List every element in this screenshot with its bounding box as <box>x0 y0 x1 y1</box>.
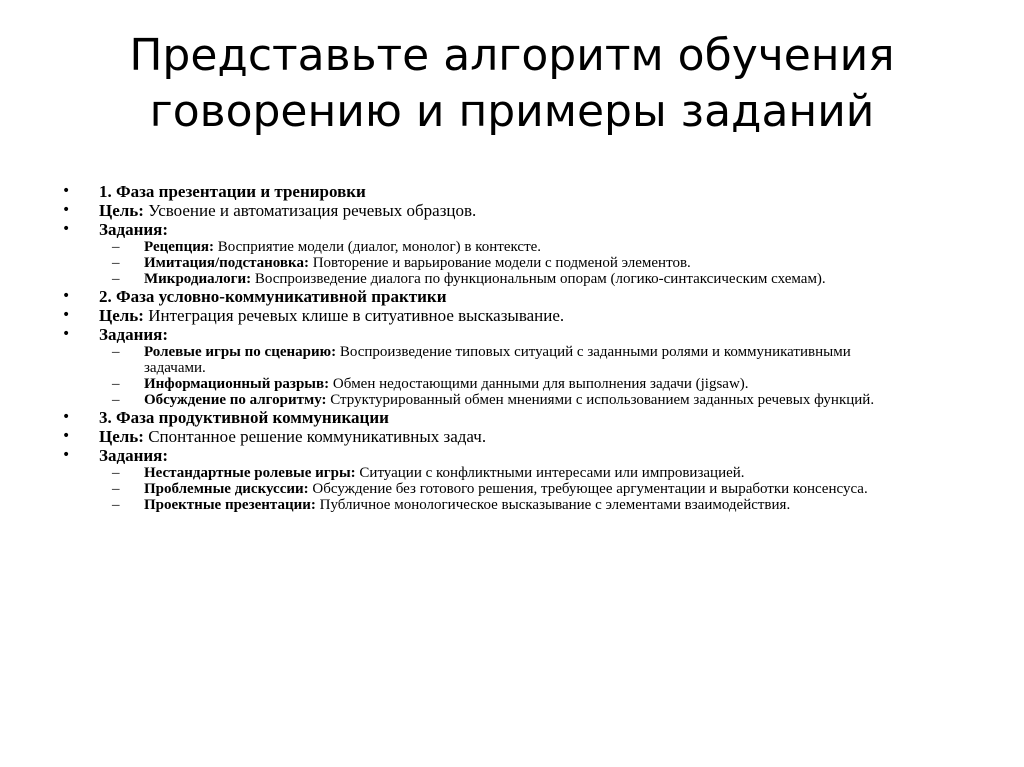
dash-icon: – <box>112 344 120 360</box>
phase-3-goal <box>62 427 962 446</box>
task-item <box>62 255 904 271</box>
slide-title <box>40 28 984 140</box>
dash-icon: – <box>112 465 120 481</box>
title-line-1: Представьте алгоритм обучения <box>129 30 895 81</box>
task-label: Информационный разрыв: <box>144 376 330 392</box>
bullet-icon: • <box>62 183 71 199</box>
phase-2-heading <box>62 287 962 306</box>
phase-2-goal <box>62 306 962 325</box>
task-label: Обсуждение по алгоритму: <box>144 392 327 408</box>
task-text: Воспроизведение типовых ситуаций с заданными ролями и коммуникативными задачами. <box>144 344 851 376</box>
task-text: Восприятие модели (диалог, монолог) в контексте. <box>217 239 542 255</box>
goal-label: Цель: <box>99 306 144 325</box>
slide-body <box>62 182 962 513</box>
tasks-label: Задания: <box>99 446 169 465</box>
dash-icon: – <box>112 392 120 408</box>
task-label: Микродиалоги: <box>144 271 252 287</box>
task-label: Имитация/подстановка: <box>144 255 309 271</box>
task-item <box>62 465 904 481</box>
phase-heading-text: 2. Фаза условно-коммуникативной практики <box>99 287 447 306</box>
task-label: Ролевые игры по сценарию: <box>144 344 337 360</box>
task-text: Обсуждение без готового решения, требующее аргументации и выработки консенсуса. <box>312 481 868 497</box>
dash-icon: – <box>112 239 120 255</box>
goal-label: Цель: <box>99 201 144 220</box>
task-item <box>62 344 904 376</box>
dash-icon: – <box>112 481 120 497</box>
task-item <box>62 497 904 513</box>
task-item <box>62 239 904 255</box>
task-text: Публичное монологическое высказывание с элементами взаимодействия. <box>319 497 791 513</box>
task-text: Повторение и варьирование модели с подменой элементов. <box>312 255 691 271</box>
task-label: Нестандартные ролевые игры: <box>144 465 356 481</box>
task-text: Обмен недостающими данными для выполнения задачи (jigsaw). <box>332 376 749 392</box>
task-item <box>62 481 904 497</box>
dash-icon: – <box>112 497 120 513</box>
task-label: Рецепция: <box>144 239 214 255</box>
task-item <box>62 271 904 287</box>
bullet-icon: • <box>62 307 71 323</box>
task-text: Структурированный обмен мнениями с использованием заданных речевых функций. <box>330 392 875 408</box>
goal-text: Интеграция речевых клише в ситуативное высказывание. <box>148 306 565 325</box>
phase-3-heading <box>62 408 962 427</box>
title-line-2: говорению и примеры заданий <box>149 86 875 137</box>
bullet-icon: • <box>62 447 71 463</box>
bullet-icon: • <box>62 202 71 218</box>
bullet-icon: • <box>62 409 71 425</box>
phase-1-goal <box>62 201 962 220</box>
task-item <box>62 376 904 392</box>
task-item <box>62 392 904 408</box>
phase-heading-text: 3. Фаза продуктивной коммуникации <box>99 408 389 427</box>
bullet-icon: • <box>62 221 71 237</box>
bullet-icon: • <box>62 428 71 444</box>
phase-2-tasks-label <box>62 325 962 344</box>
tasks-label: Задания: <box>99 220 169 239</box>
goal-label: Цель: <box>99 427 144 446</box>
task-text: Воспроизведение диалога по функциональным опорам (логико-синтаксическим схемам). <box>254 271 826 287</box>
dash-icon: – <box>112 255 120 271</box>
task-text: Ситуации с конфликтными интересами или импровизацией. <box>359 465 745 481</box>
dash-icon: – <box>112 376 120 392</box>
task-label: Проектные презентации: <box>144 497 316 513</box>
bullet-icon: • <box>62 288 71 304</box>
task-label: Проблемные дискуссии: <box>144 481 309 497</box>
phase-heading-text: 1. Фаза презентации и тренировки <box>99 182 366 201</box>
bullet-icon: • <box>62 326 71 342</box>
phase-1-tasks-label <box>62 220 962 239</box>
goal-text: Усвоение и автоматизация речевых образцов. <box>148 201 477 220</box>
goal-text: Спонтанное решение коммуникативных задач. <box>148 427 487 446</box>
dash-icon: – <box>112 271 120 287</box>
phase-1-heading <box>62 182 962 201</box>
phase-3-tasks-label <box>62 446 962 465</box>
tasks-label: Задания: <box>99 325 169 344</box>
